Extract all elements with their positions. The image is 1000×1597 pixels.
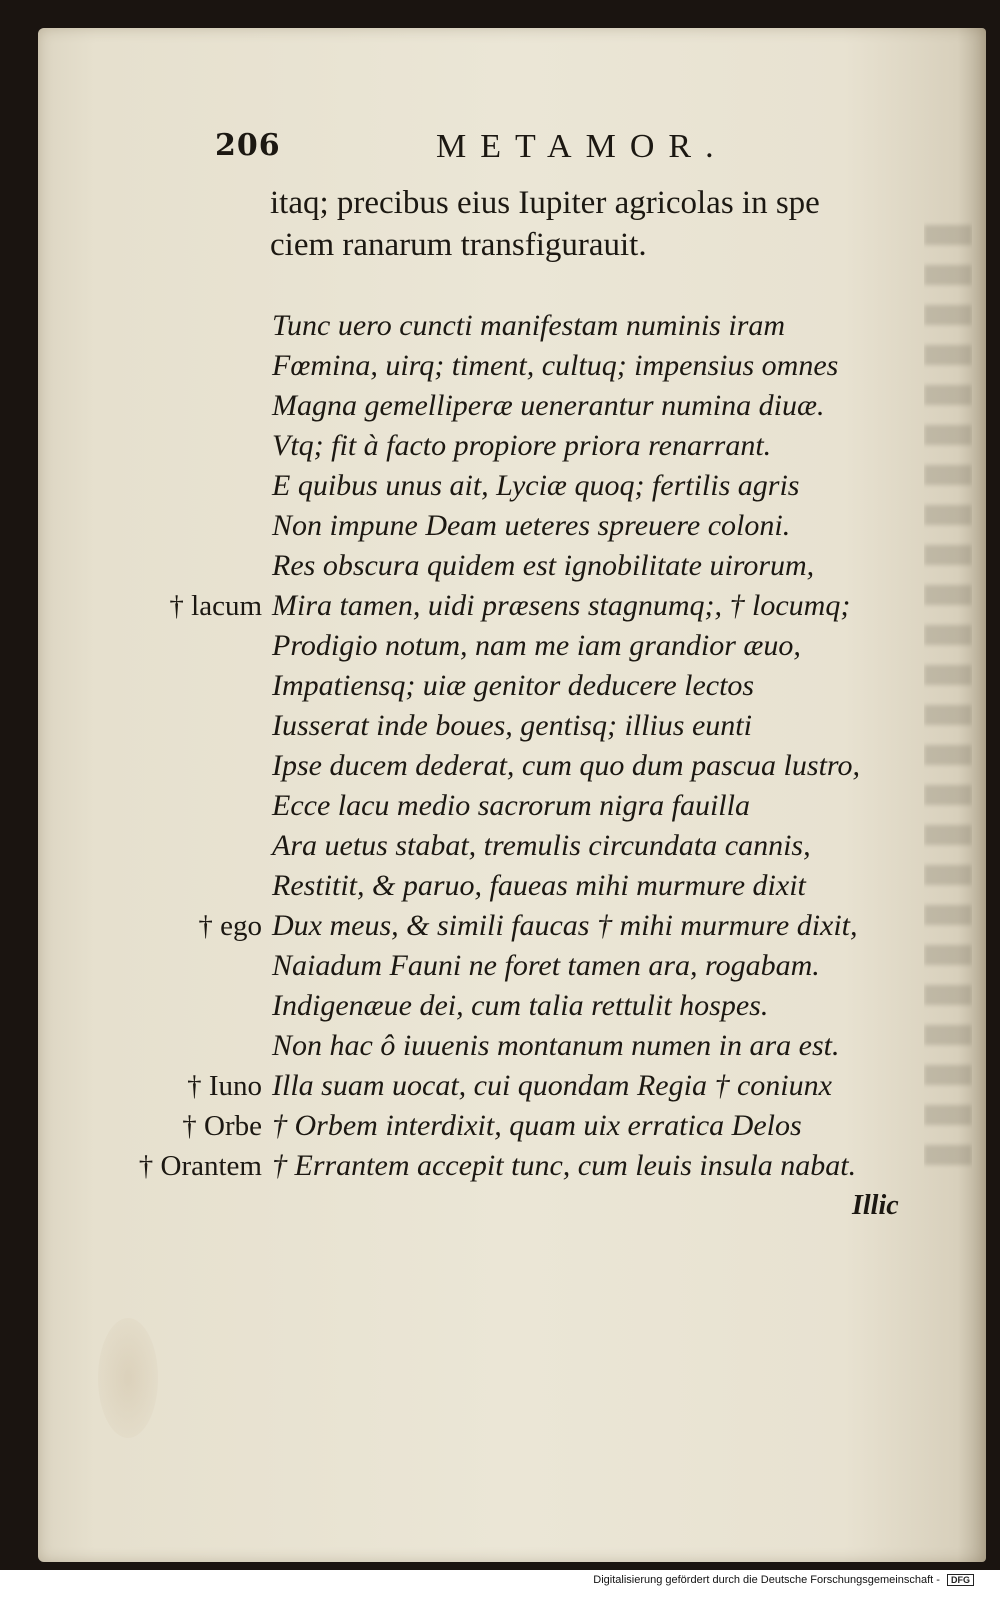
verse-line: Fœmina, uirq; timent, cultuq; impensius omnes (272, 349, 839, 382)
verse-line: Illa suam uocat, cui quondam Regia † coniunx (272, 1069, 832, 1102)
margin-note: † lacum (169, 590, 262, 622)
bleed-through-line (924, 1065, 972, 1085)
verse-line: E quibus unus ait, Lyciæ quoq; fertilis agris (272, 469, 800, 502)
facing-page-bleed (924, 40, 972, 1540)
bleed-through-line (924, 305, 972, 325)
verse-line: Magna gemelliperæ uenerantur numina diuæ. (272, 389, 825, 422)
bleed-through-line (924, 585, 972, 605)
bleed-through-line (924, 1145, 972, 1165)
verse-line: Non impune Deam ueteres spreuere coloni. (272, 509, 791, 542)
bleed-through-line (924, 545, 972, 565)
margin-note: † Orantem (138, 1150, 262, 1182)
verse-line: Mira tamen, uidi præsens stagnumq;, † locumq; (272, 589, 851, 622)
dfg-logo: DFG (947, 1574, 974, 1586)
verse-line: Iusserat inde boues, gentisq; illius eunti (272, 709, 752, 742)
credit-text: Digitalisierung gefördert durch die Deutsche Forschungsgemeinschaft - (593, 1574, 940, 1586)
verse-line: Impatiensq; uiæ genitor deducere lectos (272, 669, 755, 702)
prose-block (270, 182, 930, 266)
bleed-through-line (924, 705, 972, 725)
bleed-through-line (924, 345, 972, 365)
bleed-through-line (924, 625, 972, 645)
bleed-through-line (924, 225, 972, 245)
verse-line: Naiadum Fauni ne foret tamen ara, rogabam. (272, 949, 820, 982)
page-header (0, 128, 1000, 172)
bleed-through-line (924, 465, 972, 485)
bleed-through-line (924, 505, 972, 525)
bleed-through-line (924, 945, 972, 965)
catchword: Illic (852, 1190, 899, 1221)
verse-line: † Orbem interdixit, quam uix erratica Delos (272, 1109, 802, 1142)
margin-note: † Orbe (182, 1110, 262, 1142)
prose-line: ciem ranarum transfigurauit. (270, 227, 647, 263)
verse-line: Ipse ducem dederat, cum quo dum pascua lustro, (272, 749, 860, 782)
bleed-through-line (924, 785, 972, 805)
bleed-through-line (924, 425, 972, 445)
verse-block (272, 306, 892, 1186)
bleed-through-line (924, 265, 972, 285)
verse-line: Vtq; fit à facto propiore priora renarrant. (272, 429, 772, 462)
verse-line: Indigenæue dei, cum talia rettulit hospes. (272, 989, 769, 1022)
verse-line: Restitit, & paruo, faueas mihi murmure dixit (272, 869, 806, 902)
margin-note: † Iuno (187, 1070, 262, 1102)
bleed-through-line (924, 385, 972, 405)
verse-line: Ara uetus stabat, tremulis circundata cannis, (272, 829, 811, 862)
paper-stain (98, 1318, 158, 1438)
folio-number: 206 (215, 128, 281, 163)
verse-line: Prodigio notum, nam me iam grandior æuo, (272, 629, 801, 662)
verse-line: Dux meus, & simili faucas † mihi murmure dixit, (272, 909, 858, 942)
bleed-through-line (924, 1105, 972, 1125)
verse-line: Tunc uero cuncti manifestam numinis iram (272, 309, 786, 342)
margin-note: † ego (198, 910, 262, 942)
prose-line: itaq; precibus eius Iupiter agricolas in spe (270, 185, 820, 221)
bleed-through-line (924, 665, 972, 685)
bleed-through-line (924, 1025, 972, 1045)
bleed-through-line (924, 825, 972, 845)
bleed-through-line (924, 745, 972, 765)
verse-line: Ecce lacu medio sacrorum nigra fauilla (272, 789, 750, 822)
bleed-through-line (924, 985, 972, 1005)
verse-line: † Errantem accepit tunc, cum leuis insula nabat. (272, 1149, 857, 1182)
digitization-credit (593, 1574, 974, 1586)
verse-line: Res obscura quidem est ignobilitate uirorum, (272, 549, 815, 582)
running-title: METAMOR. (436, 128, 728, 165)
bleed-through-line (924, 905, 972, 925)
bleed-through-line (924, 865, 972, 885)
verse-line: Non hac ô iuuenis montanum numen in ara est. (272, 1029, 840, 1062)
